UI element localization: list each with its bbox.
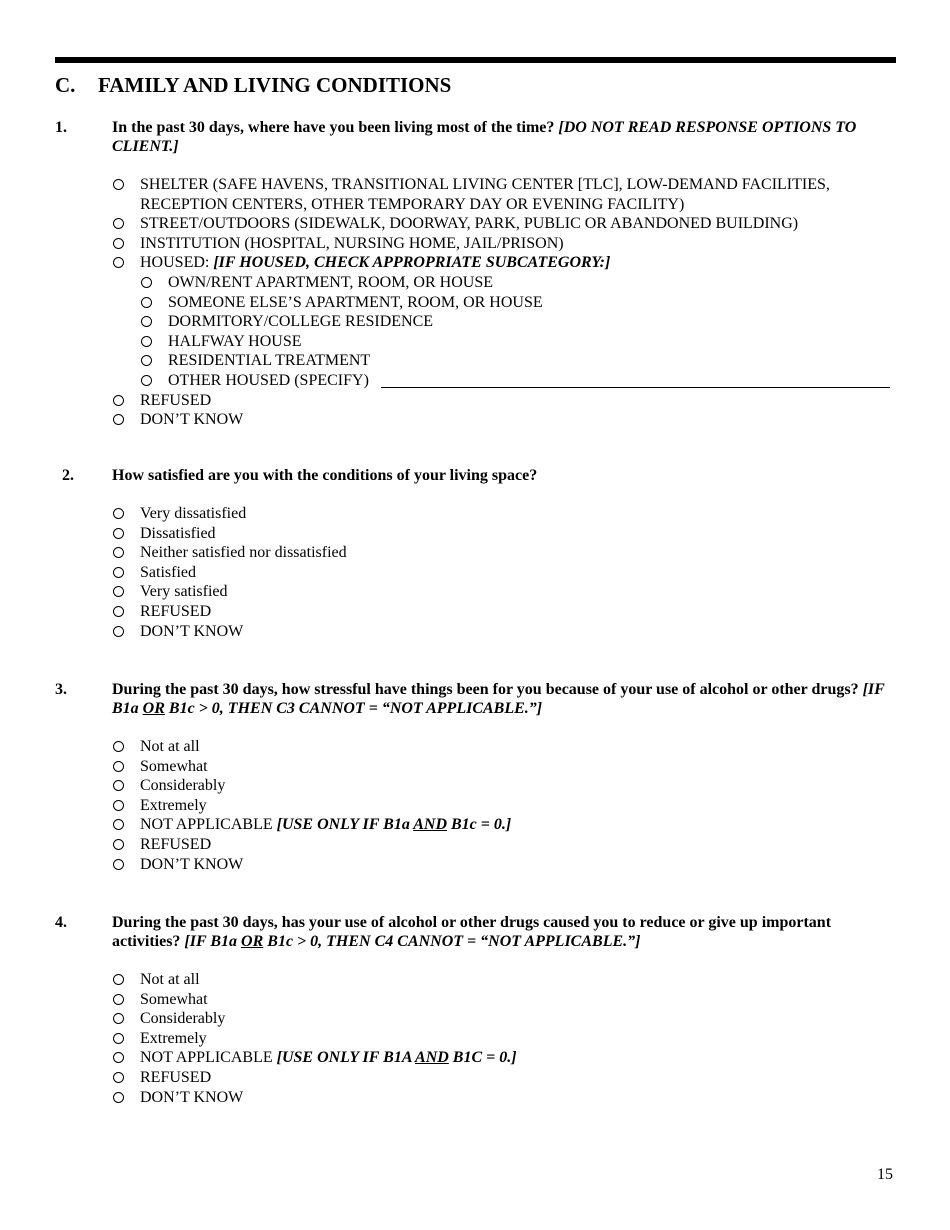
radio-button[interactable] — [113, 414, 124, 425]
specify-field[interactable] — [381, 371, 890, 388]
sub-option-own-rent[interactable] — [112, 273, 895, 293]
option-street[interactable] — [112, 214, 895, 234]
option-label: Satisfied — [140, 563, 196, 581]
sub-option-residential[interactable] — [112, 351, 895, 371]
question-text: During the past 30 days, has your use of alcohol or other drugs caused you to reduce or give up important activities? [IF B1a OR B1c > 0, THEN C4 CANNOT = “NOT APPLICABLE.”] — [112, 914, 832, 950]
option-label: Very satisfied — [140, 583, 228, 601]
option-label: Considerably — [140, 1010, 226, 1028]
question-3-header — [55, 680, 895, 718]
radio-button[interactable] — [113, 508, 124, 519]
radio-button[interactable] — [113, 761, 124, 772]
option-refused[interactable] — [112, 835, 895, 855]
option-label: OTHER HOUSED (SPECIFY) — [168, 371, 369, 389]
radio-button[interactable] — [113, 218, 124, 229]
option-label: Not at all — [140, 971, 200, 988]
option-dont-know[interactable] — [112, 1088, 895, 1108]
question-3 — [55, 680, 895, 874]
interviewer-instruction: [IF B1a OR B1c > 0, THEN C3 CANNOT = “NOT APPLICABLE.”] — [112, 681, 885, 717]
option-refused[interactable] — [112, 602, 895, 622]
radio-button[interactable] — [141, 336, 152, 347]
radio-button[interactable] — [141, 297, 152, 308]
interviewer-instruction: [USE ONLY IF B1A AND B1C = 0.] — [276, 1049, 517, 1067]
question-text: In the past 30 days, where have you been living most of the time? [DO NOT READ RESPONSE OPTIONS TO CLIENT.] — [112, 119, 857, 155]
option-not-at-all[interactable] — [112, 970, 895, 990]
option-label: Neither satisfied nor dissatisfied — [140, 544, 347, 562]
radio-button[interactable] — [113, 1092, 124, 1103]
radio-button[interactable] — [141, 277, 152, 288]
radio-button[interactable] — [113, 626, 124, 637]
option-label: NOT APPLICABLE [USE ONLY IF B1a AND B1c = 0.] — [140, 816, 512, 834]
option-label: INSTITUTION (HOSPITAL, NURSING HOME, JAIL/PRISON) — [140, 234, 564, 252]
radio-button[interactable] — [141, 375, 152, 386]
radio-button[interactable] — [141, 355, 152, 366]
radio-button[interactable] — [113, 819, 124, 830]
radio-button[interactable] — [113, 528, 124, 539]
radio-button[interactable] — [113, 859, 124, 870]
question-1 — [55, 118, 895, 430]
section-title: FAMILY AND LIVING CONDITIONS — [98, 73, 452, 97]
option-refused[interactable] — [112, 391, 895, 411]
radio-button[interactable] — [113, 741, 124, 752]
radio-button[interactable] — [113, 606, 124, 617]
option-label: REFUSED — [140, 391, 212, 409]
question-3-options — [55, 737, 895, 874]
radio-button[interactable] — [113, 1013, 124, 1024]
option-housed[interactable] — [112, 253, 895, 273]
option-considerably[interactable] — [112, 776, 895, 796]
option-refused[interactable] — [112, 1068, 895, 1088]
question-number: 4. — [55, 914, 67, 931]
radio-button[interactable] — [141, 316, 152, 327]
radio-button[interactable] — [113, 800, 124, 811]
question-1-options — [55, 175, 895, 430]
interviewer-instruction: [DO NOT READ RESPONSE OPTIONS TO CLIENT.] — [112, 119, 857, 155]
option-label: RESIDENTIAL TREATMENT — [168, 352, 371, 370]
option-dont-know[interactable] — [112, 622, 895, 642]
section-letter: C. — [55, 73, 76, 97]
question-2 — [55, 466, 895, 641]
question-number: 1. — [55, 119, 67, 136]
radio-button[interactable] — [113, 994, 124, 1005]
radio-button[interactable] — [113, 547, 124, 558]
option-extremely[interactable] — [112, 796, 895, 816]
option-label: DON’T KNOW — [140, 622, 244, 640]
option-label: NOT APPLICABLE [USE ONLY IF B1A AND B1C = 0.] — [140, 1049, 517, 1067]
option-label: SOMEONE ELSE’S APARTMENT, ROOM, OR HOUSE — [168, 293, 543, 311]
radio-button[interactable] — [113, 1052, 124, 1063]
radio-button[interactable] — [113, 179, 124, 190]
option-satisfied[interactable] — [112, 563, 895, 583]
radio-button[interactable] — [113, 257, 124, 268]
option-label: Extremely — [140, 1029, 207, 1047]
question-text: During the past 30 days, how stressful have things been for you because of your use of alcohol or other drugs? [IF B1a OR B1c > 0, THEN C3 CANNOT = “NOT APPLICABLE.”] — [112, 681, 885, 717]
question-4-options — [55, 970, 895, 1107]
option-label: HOUSED: [IF HOUSED, CHECK APPROPRIATE SUBCATEGORY:] — [140, 254, 611, 272]
option-not-applicable[interactable] — [112, 1048, 895, 1068]
option-institution[interactable] — [112, 234, 895, 254]
question-4 — [55, 913, 895, 1107]
radio-button[interactable] — [113, 839, 124, 850]
option-label: Very dissatisfied — [140, 505, 247, 522]
question-number: 3. — [55, 681, 67, 698]
option-label: REFUSED — [140, 602, 212, 620]
option-label: Considerably — [140, 777, 226, 795]
question-text: How satisfied are you with the conditions of your living space? — [112, 467, 538, 484]
question-1-header — [55, 118, 895, 156]
option-label: DON’T KNOW — [140, 855, 244, 873]
option-very-satisfied[interactable] — [112, 582, 895, 602]
sub-option-dormitory[interactable] — [112, 312, 895, 332]
radio-button[interactable] — [113, 1033, 124, 1044]
option-label: REFUSED — [140, 1068, 212, 1086]
option-not-applicable[interactable] — [112, 815, 895, 835]
option-somewhat[interactable] — [112, 990, 895, 1010]
option-label: REFUSED — [140, 835, 212, 853]
radio-button[interactable] — [113, 567, 124, 578]
radio-button[interactable] — [113, 780, 124, 791]
option-label: STREET/OUTDOORS (SIDEWALK, DOORWAY, PARK, PUBLIC OR ABANDONED BUILDING) — [140, 215, 799, 233]
sub-option-halfway[interactable] — [112, 332, 895, 352]
radio-button[interactable] — [113, 974, 124, 985]
option-considerably[interactable] — [112, 1009, 895, 1029]
interviewer-instruction: [IF B1a OR B1c > 0, THEN C4 CANNOT = “NOT APPLICABLE.”] — [184, 933, 641, 950]
question-2-options — [55, 504, 895, 641]
radio-button[interactable] — [113, 395, 124, 406]
option-label: Not at all — [140, 738, 200, 755]
radio-button[interactable] — [113, 586, 124, 597]
option-dont-know[interactable] — [112, 410, 895, 430]
interviewer-instruction: [USE ONLY IF B1a AND B1c = 0.] — [276, 816, 512, 834]
question-number: 2. — [62, 467, 74, 484]
option-label: DON’T KNOW — [140, 411, 244, 429]
option-very-dissatisfied[interactable] — [112, 504, 895, 524]
option-label: SHELTER (SAFE HAVENS, TRANSITIONAL LIVING CENTER [TLC], LOW-DEMAND FACILITIES, RECEPTION CENTERS, OTHER TEMPORARY DAY OR EVENING FACILITY) — [140, 176, 830, 213]
option-dont-know[interactable] — [112, 855, 895, 875]
sub-option-other-housed[interactable] — [112, 371, 895, 391]
sub-option-someone-else[interactable] — [112, 293, 895, 313]
option-label: OWN/RENT APARTMENT, ROOM, OR HOUSE — [168, 273, 493, 291]
option-label: Somewhat — [140, 990, 208, 1008]
page-number: 15 — [877, 1166, 893, 1183]
top-rule — [55, 57, 896, 63]
option-neither[interactable] — [112, 543, 895, 563]
option-dissatisfied[interactable] — [112, 524, 895, 544]
option-not-at-all[interactable] — [112, 737, 895, 757]
option-label: Dissatisfied — [140, 524, 216, 542]
question-4-header — [55, 913, 895, 951]
option-extremely[interactable] — [112, 1029, 895, 1049]
option-shelter[interactable] — [112, 175, 895, 214]
option-somewhat[interactable] — [112, 757, 895, 777]
radio-button[interactable] — [113, 1072, 124, 1083]
option-label: DON’T KNOW — [140, 1088, 244, 1106]
question-2-header — [55, 466, 895, 485]
option-label: Somewhat — [140, 757, 208, 775]
interviewer-instruction: [IF HOUSED, CHECK APPROPRIATE SUBCATEGORY:] — [213, 254, 611, 272]
section-heading — [55, 72, 451, 98]
option-label: DORMITORY/COLLEGE RESIDENCE — [168, 313, 434, 331]
option-label: HALFWAY HOUSE — [168, 332, 302, 350]
radio-button[interactable] — [113, 238, 124, 249]
option-label: Extremely — [140, 796, 207, 814]
